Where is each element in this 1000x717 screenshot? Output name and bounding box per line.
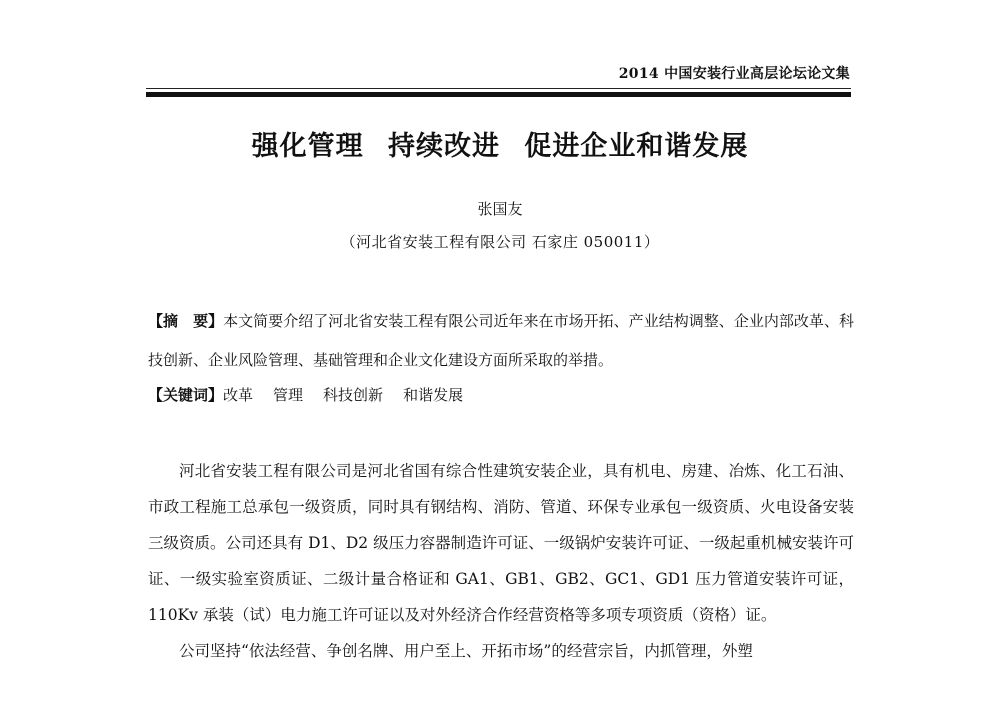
article-author: 张国友 bbox=[477, 200, 523, 218]
body-paragraph: 河北省安装工程有限公司是河北省国有综合性建筑安装企业，具有机电、房建、冶炼、化工石油、市政工程施工总承包一级资质，同时具有钢结构、消防、管道、环保专业承包一级资质、火电设备安装三级资质。公司还具有 D1、D2 级压力容器制造许可证、一级锅炉安装许可证、一级起重机械安装许可证、一级实验室资质证、二级计量合格证和 GA1、GB1、GB2、GC1、GD1 压力管道安装许可证，110Kv 承装（试）电力施工许可证以及对外经济合作经营资格等多项专项资质（资格）证。 bbox=[148, 462, 854, 624]
article-affiliation: （河北省安装工程有限公司 石家庄 050011） bbox=[340, 233, 660, 251]
body-paragraph: 公司坚持“依法经营、争创名牌、用户至上、开拓市场”的经营宗旨，内抓管理，外塑 bbox=[179, 642, 753, 660]
keywords bbox=[148, 382, 854, 408]
body-text bbox=[148, 453, 854, 669]
abstract-text: 本文简要介绍了河北省安装工程有限公司近年来在市场开拓、产业结构调整、企业内部改革、科技创新、企业风险管理、基础管理和企业文化建设方面所采取的举措。 bbox=[148, 312, 854, 369]
running-header: 2014 中国安装行业高层论坛论文集 bbox=[618, 66, 850, 82]
keyword-item: 科技创新 bbox=[323, 386, 384, 404]
abstract bbox=[148, 302, 854, 380]
keywords-label: 【关键词】 bbox=[148, 386, 224, 404]
article-title: 强化管理 持续改进 促进企业和谐发展 bbox=[251, 131, 749, 162]
keyword-item: 管理 bbox=[273, 386, 304, 404]
keyword-item: 和谐发展 bbox=[403, 386, 464, 404]
header-rule-thin bbox=[146, 88, 851, 89]
header-rule-thick bbox=[146, 92, 851, 97]
keyword-item: 改革 bbox=[223, 386, 254, 404]
abstract-label: 【摘 要】 bbox=[148, 312, 224, 330]
